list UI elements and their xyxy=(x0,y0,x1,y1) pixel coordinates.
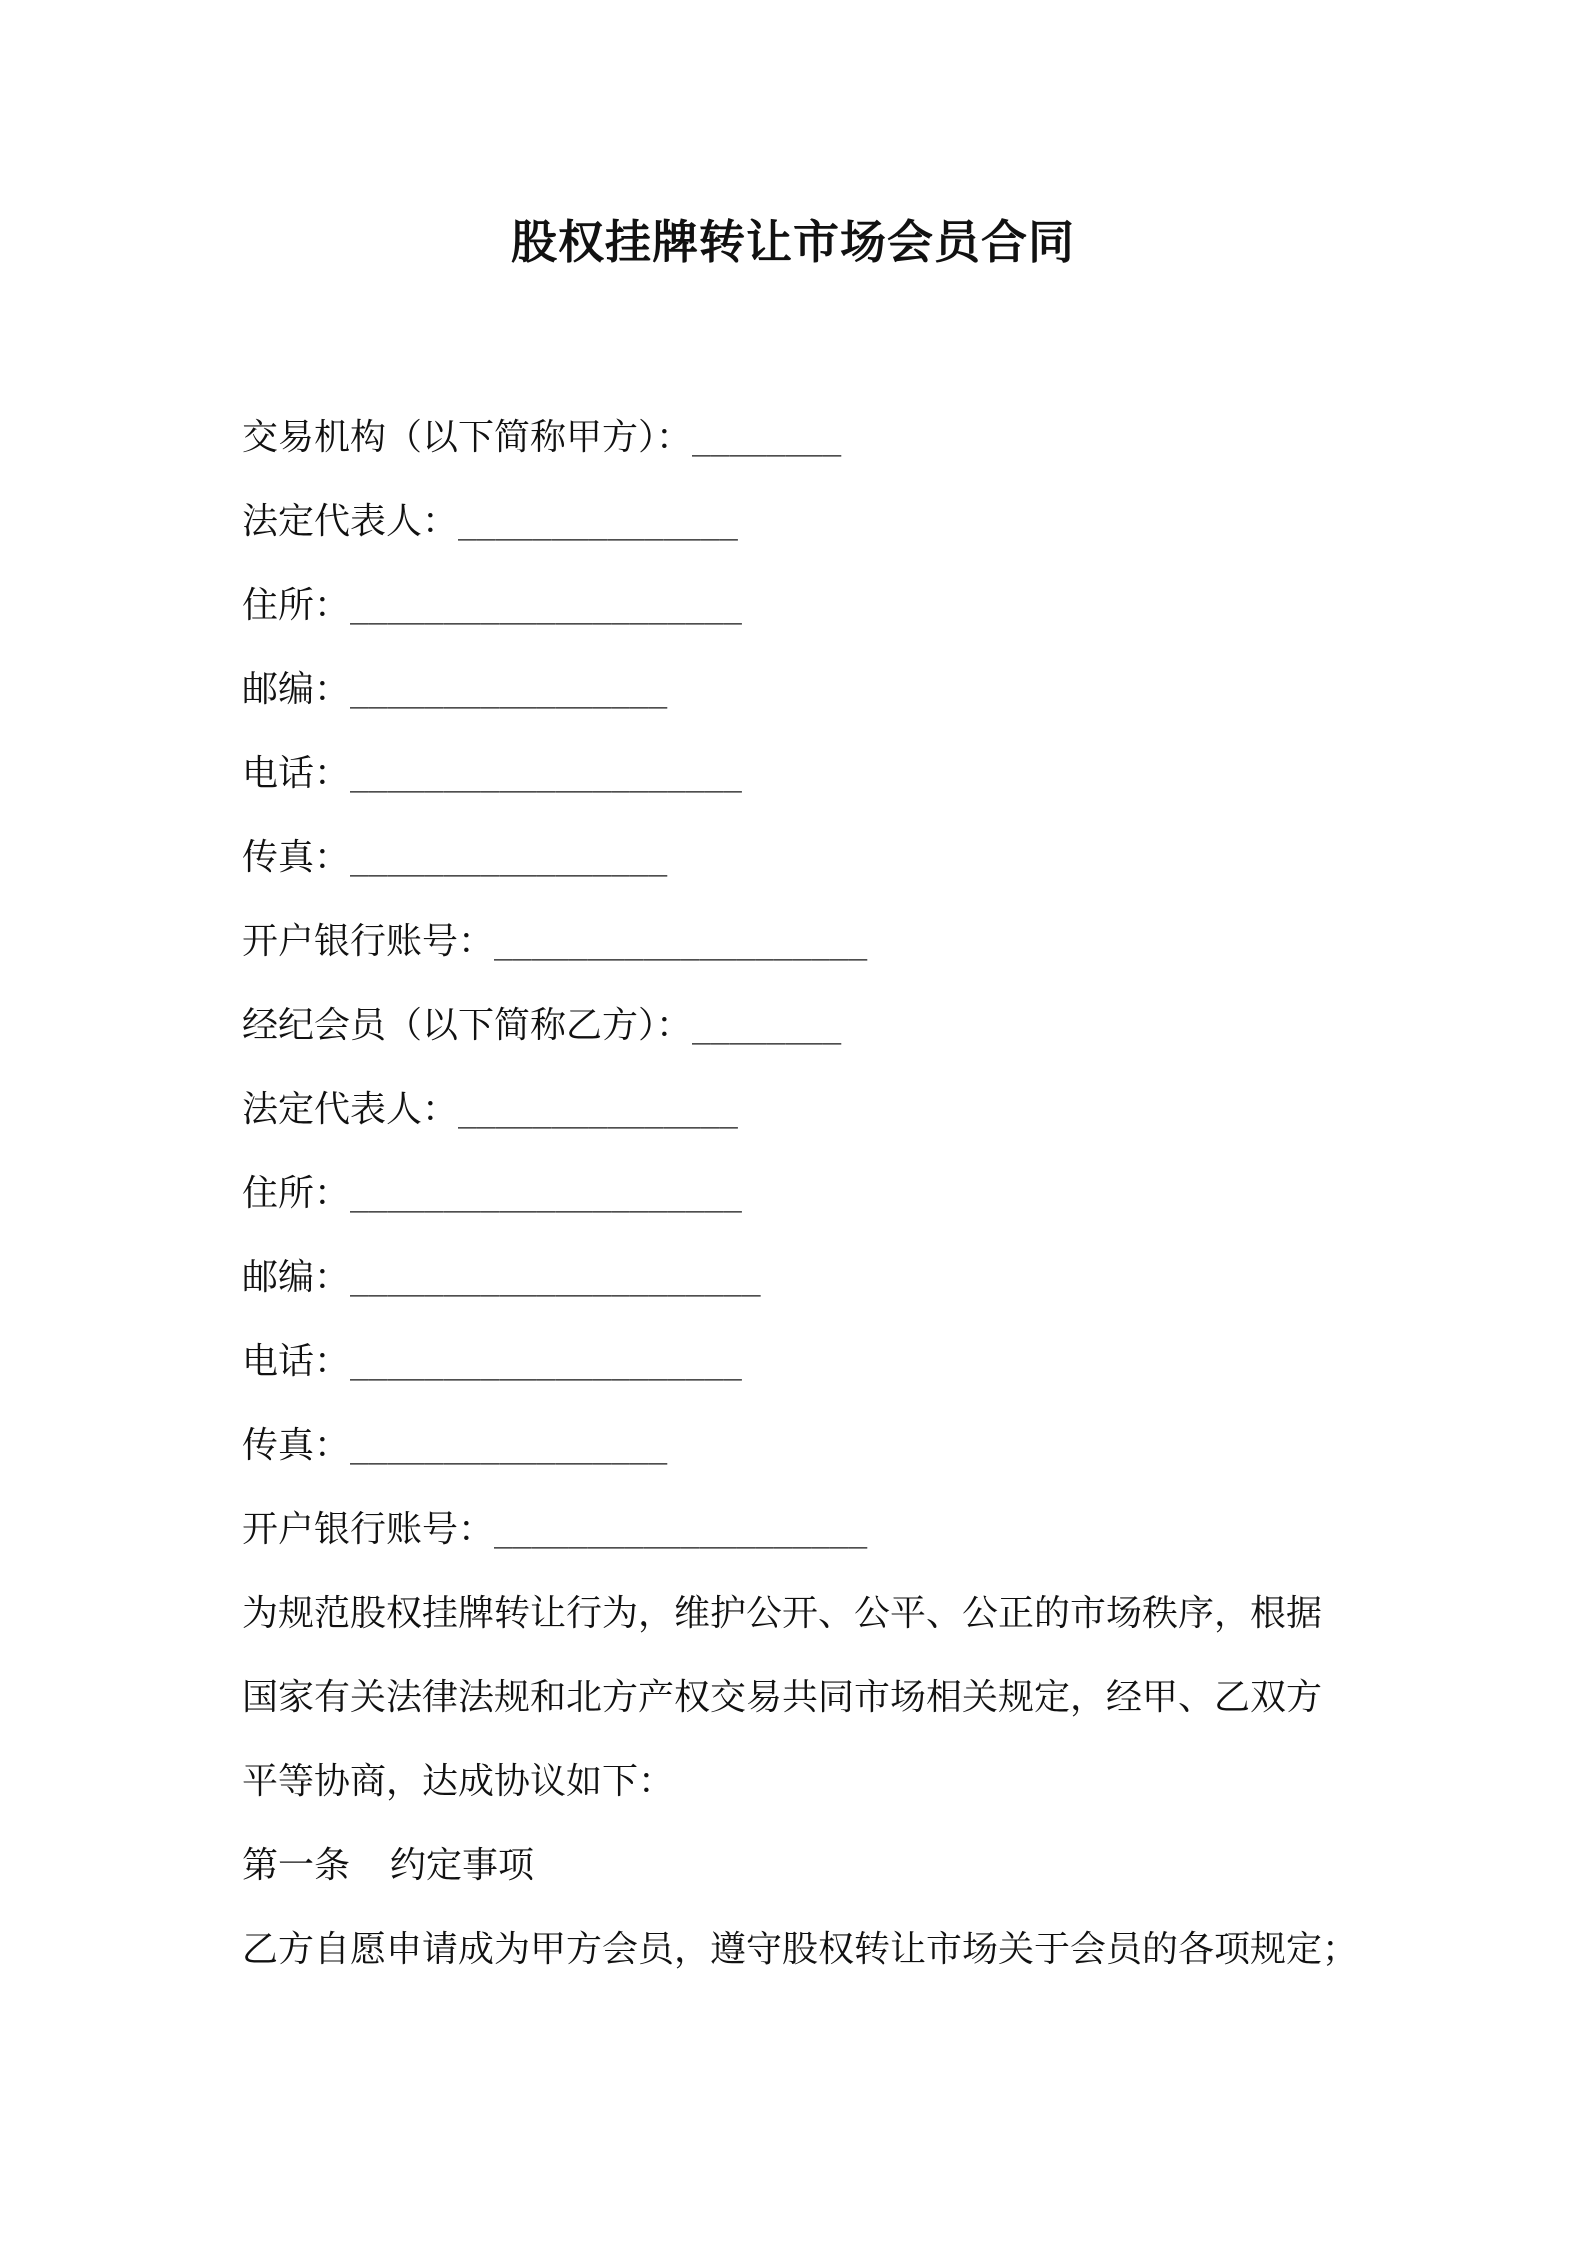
field-label: 交易机构（以下简称甲方）： xyxy=(242,417,693,458)
article-number: 第一条 xyxy=(242,1845,351,1886)
article-1 xyxy=(242,1836,1362,2004)
fill-in-blank: _______________ xyxy=(458,1093,738,1129)
field-label: 电话： xyxy=(242,753,351,794)
party-b-legal-representative-field xyxy=(242,1080,1362,1164)
field-label: 开户银行账号： xyxy=(242,1509,495,1550)
fill-in-blank: ________ xyxy=(692,1009,842,1045)
party-a-phone-field xyxy=(242,744,1362,828)
page-title: 股权挂牌转让市场会员合同 xyxy=(511,215,1075,269)
party-a-address-field xyxy=(242,576,1362,660)
field-label: 电话： xyxy=(242,1341,351,1382)
fill-in-blank: _____________________ xyxy=(350,757,742,793)
fill-in-blank: _________________ xyxy=(350,673,668,709)
fill-in-blank: _____________________ xyxy=(350,1345,742,1381)
field-label: 传真： xyxy=(242,837,351,878)
contract-body xyxy=(242,408,1362,2004)
fill-in-blank: ____________________ xyxy=(494,1513,868,1549)
preamble-line: 平等协商，达成协议如下： xyxy=(242,1761,675,1802)
article-title: 约定事项 xyxy=(390,1845,535,1886)
party-b-bank-account-field xyxy=(242,1500,1362,1584)
party-b-broker-member-field xyxy=(242,996,1362,1080)
party-a-section xyxy=(242,408,1362,996)
field-label: 法定代表人： xyxy=(242,1089,459,1130)
article-heading xyxy=(242,1836,1362,1920)
fill-in-blank: _______________ xyxy=(458,505,738,541)
party-b-phone-field xyxy=(242,1332,1362,1416)
field-label: 传真： xyxy=(242,1425,351,1466)
field-label: 邮编： xyxy=(242,669,351,710)
field-label: 住所： xyxy=(242,1173,351,1214)
party-b-postcode-field xyxy=(242,1248,1362,1332)
party-a-bank-account-field xyxy=(242,912,1362,996)
preamble-line: 为规范股权挂牌转让行为，维护公开、公平、公正的市场秩序，根据 xyxy=(242,1593,1323,1634)
party-b-fax-field xyxy=(242,1416,1362,1500)
party-a-institution-field xyxy=(242,408,1362,492)
field-label: 住所： xyxy=(242,585,351,626)
article-text: 乙方自愿申请成为甲方会员，遵守股权转让市场关于会员的各项规定； xyxy=(242,1929,1359,1970)
party-b-section xyxy=(242,996,1362,1584)
party-a-fax-field xyxy=(242,828,1362,912)
fill-in-blank: _________________ xyxy=(350,841,668,877)
field-label: 开户银行账号： xyxy=(242,921,495,962)
party-a-legal-representative-field xyxy=(242,492,1362,576)
fill-in-blank: ____________________ xyxy=(494,925,868,961)
fill-in-blank: _________________ xyxy=(350,1429,668,1465)
preamble xyxy=(242,1584,1362,1836)
field-label: 邮编： xyxy=(242,1257,351,1298)
field-label: 经纪会员（以下简称乙方）： xyxy=(242,1005,693,1046)
fill-in-blank: _____________________ xyxy=(350,589,742,625)
fill-in-blank: ______________________ xyxy=(350,1261,761,1297)
fill-in-blank: ________ xyxy=(692,421,842,457)
fill-in-blank: _____________________ xyxy=(350,1177,742,1213)
field-label: 法定代表人： xyxy=(242,501,459,542)
party-a-postcode-field xyxy=(242,660,1362,744)
party-b-address-field xyxy=(242,1164,1362,1248)
preamble-line: 国家有关法律法规和北方产权交易共同市场相关规定，经甲、乙双方 xyxy=(242,1677,1323,1718)
